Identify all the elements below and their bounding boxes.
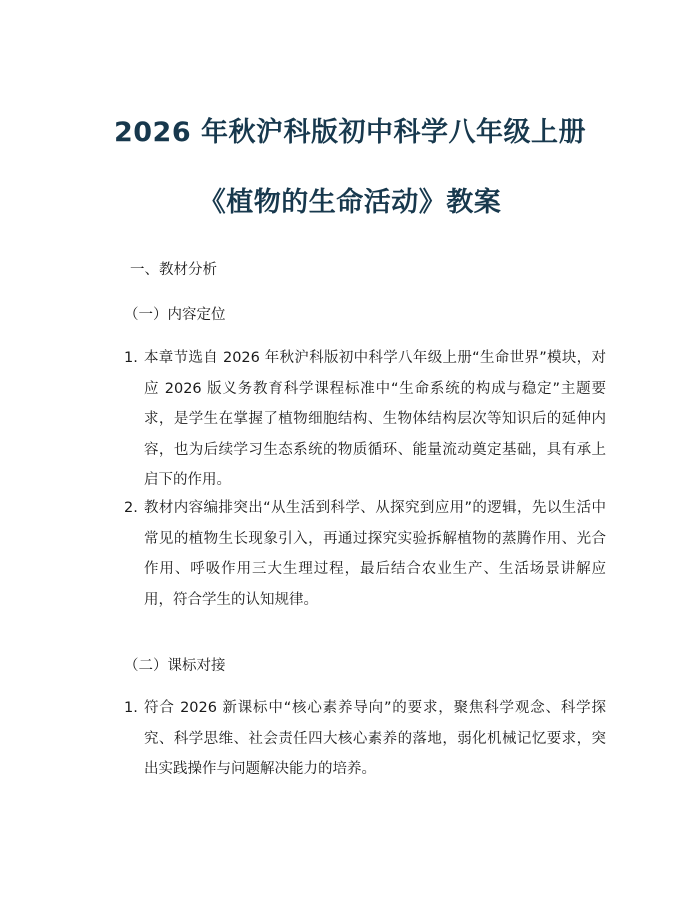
- list-item-number: 1.: [124, 700, 138, 716]
- list-item: [124, 343, 606, 496]
- subsection-heading-curriculum-alignment: （二）课标对接: [124, 658, 226, 674]
- document-title-line1: 2026 年秋沪科版初中科学八年级上册: [113, 117, 587, 148]
- list-item: [124, 493, 606, 615]
- subsection-heading-content-positioning: （一）内容定位: [124, 307, 226, 323]
- list-item-number: 1.: [124, 350, 138, 366]
- list-item-number: 2.: [124, 500, 138, 516]
- section-heading-textbook-analysis: 一、教材分析: [130, 262, 217, 278]
- list-item: [124, 693, 606, 785]
- list-item-text: 本章节选自 2026 年秋沪科版初中科学八年级上册“生命世界”模块，对应 2026 版义务教育科学课程标准中“生命系统的构成与稳定”主题要求，是学生在掌握了植物细胞结构、生物体结构层次等知识后的延伸内容，也为后续学习生态系统的物质循环、能量流动奠定基础，具有承上启下的作用。: [144, 350, 606, 488]
- list-item-text: 教材内容编排突出“从生活到科学、从探究到应用”的逻辑，先以生活中常见的植物生长现象引入，再通过探究实验拆解植物的蒸腾作用、光合作用、呼吸作用三大生理过程，最后结合农业生产、生活场景讲解应用，符合学生的认知规律。: [144, 500, 606, 608]
- list-item-text: 符合 2026 新课标中“核心素养导向”的要求，聚焦科学观念、科学探究、科学思维、社会责任四大核心素养的落地，弱化机械记忆要求，突出实践操作与问题解决能力的培养。: [144, 700, 606, 777]
- document-title-line2: 《植物的生命活动》教案: [198, 187, 502, 218]
